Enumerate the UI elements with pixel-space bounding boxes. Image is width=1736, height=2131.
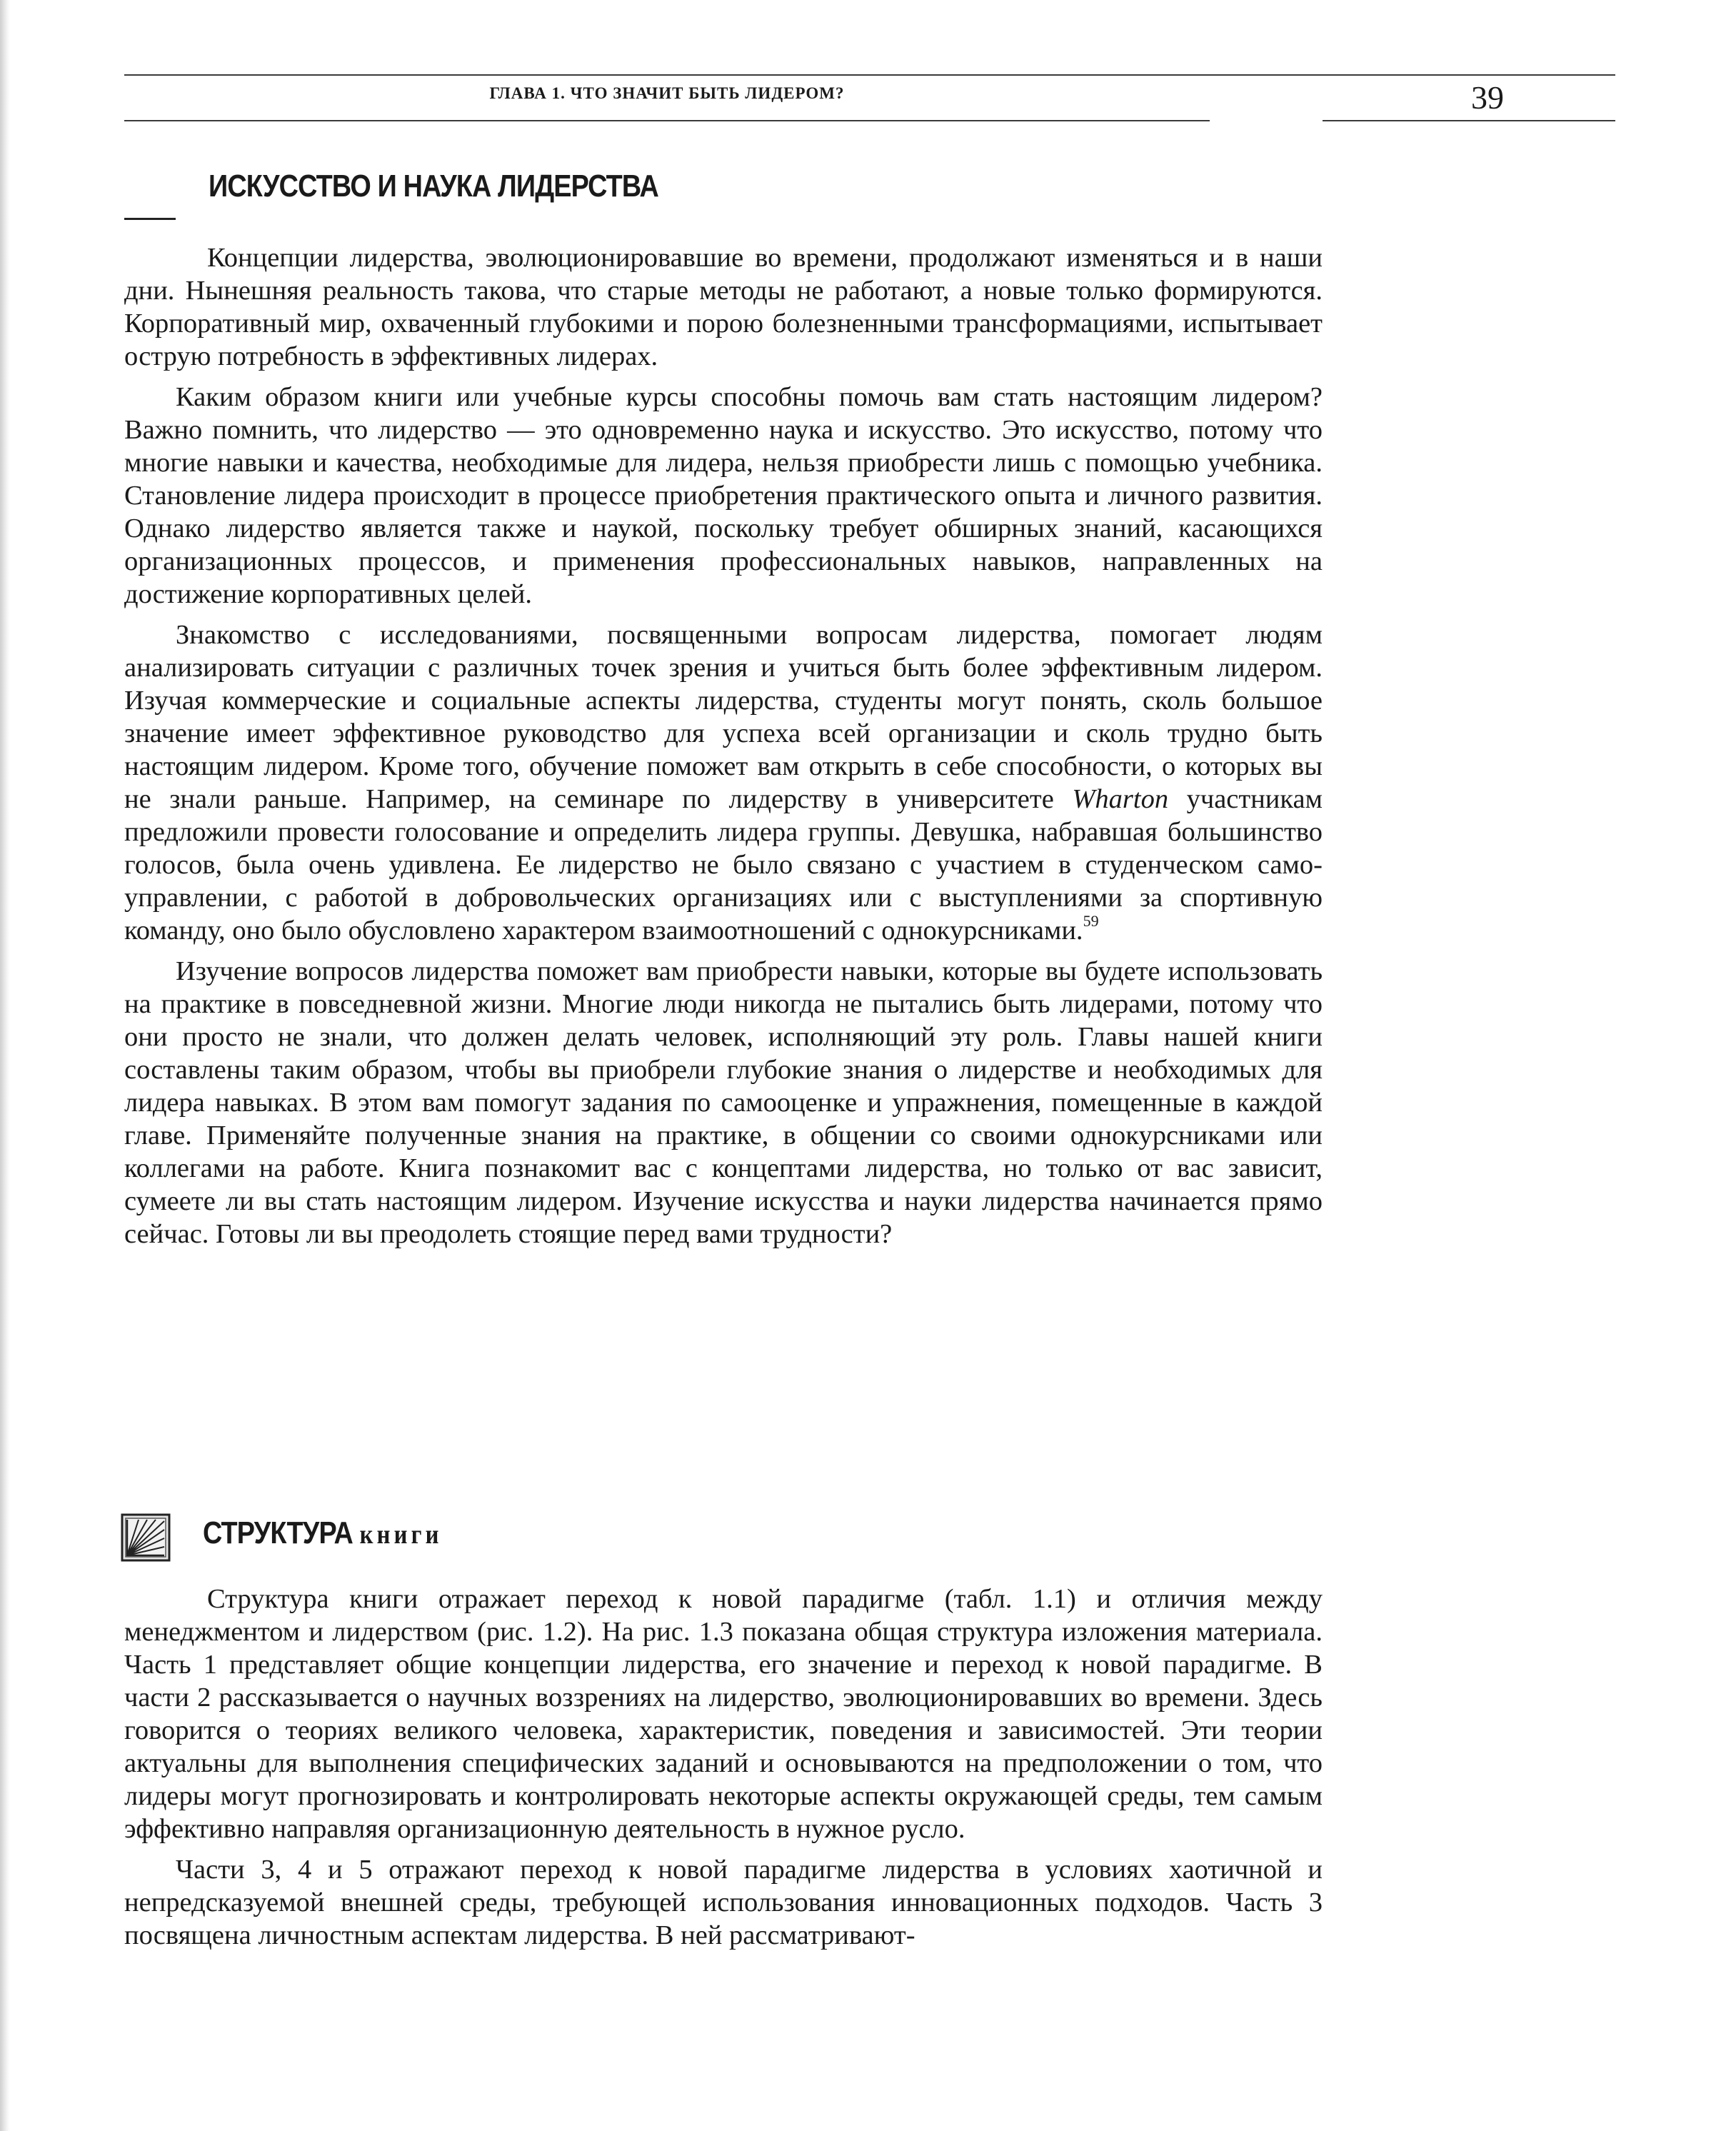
paragraph: Концепции лидерства, эволюционировавшие во времени, продолжают изменяться и в наши дни. Нынешняя реальность такова, что старые методы не работают, а новые только формируются. Корпоративный мир, охваченный глубокими и порою болезненными трансформациями, испытывает острую потребность в эффективных лидерах.: [124, 243, 1323, 371]
header-bottom-rule-right: [1323, 120, 1615, 121]
paragraph: Каким образом книги или учебные курсы способны помочь вам стать настоящим лидером? Важно помнить, что лидерство — это одновременно наука и искусство. Это искусство, потому что многие навыки и качества, необходимые для лидера, нельзя приобрести лишь с помощью учебника. Становление лидера происходит в процессе приобретения практического опыта и личного развития. Однако лидерство является также и наукой, поскольку требует обширных знаний, касающихся организационных процессов, и применения профессиональных навыков, направленных на достижение корпоративных целей.: [124, 382, 1323, 609]
book-structure-icon: [120, 1513, 171, 1563]
heading-main: СТРУКТУРА: [203, 1515, 353, 1550]
paragraph: Части 3, 4 и 5 отражают переход к новой парадигме лидерства в условиях хаотичной и непредсказуемой внешней среды, требующей использования инновационных подходов. Часть 3 посвящена личностным аспектам лидерства. В ней рассматривают-: [124, 1855, 1323, 1950]
header-bottom-rule-left: [124, 120, 1210, 121]
paragraph-text: Знакомство с исследованиями, посвященными вопросам лидерства, помогает людям анализировать ситуации с различных точек зрения и учиться быть более эффективным лидером. Изучая коммерческие и социальные аспекты лидерства, студенты могут понять, сколь большое значение имеет эффективное руководство для успеха всей организации и сколь трудно быть настоящим лидером. Кроме того, обучение поможет вам открыть в себе способности, о которых вы не знали раньше. Например, на семинаре по лидерству в университете: [124, 620, 1323, 814]
section2-body: [124, 1583, 1323, 1960]
paragraph-wharton: [124, 618, 1323, 947]
running-header: ГЛАВА 1. ЧТО ЗНАЧИТ БЫТЬ ЛИДЕРОМ?: [489, 84, 845, 102]
scan-edge-shadow: [0, 0, 10, 2131]
page-number: 39: [1471, 79, 1504, 116]
heading-dash: [124, 218, 176, 220]
university-name: Wharton: [1072, 784, 1169, 814]
section-heading-art-and-science: ИСКУССТВО И НАУКА ЛИДЕРСТВА: [209, 169, 658, 204]
footnote-marker[interactable]: 59: [1083, 912, 1099, 931]
paragraph: Изучение вопросов лидерства поможет вам приобрести навыки, которые вы будете использовать на практике в повседневной жизни. Многие люди никогда не пытались быть лидерами, потому что они просто не знали, что должен делать человек, исполняющий эту роль. Главы нашей книги составлены таким образом, чтобы вы приобрели глубокие знания о лидерстве и необходимых для лидера навыках. В этом вам помогут задания по самооценке и упражнения, помещенные в каждой главе. Применяйте полученные знания на практике, в общении со своими однокурсниками или коллегами на работе. Книга познакомит вас с концептами лидерства, но только от вас зависит, сумеете ли вы стать настоящим лидером. Изучение искусства и науки лидерства начинается прямо сейчас. Готовы ли вы преодолеть стоящие перед вами трудности?: [124, 956, 1323, 1249]
paragraph: Структура книги отражает переход к новой парадигме (табл. 1.1) и отличия между менеджментом и лидерством (рис. 1.2). На рис. 1.3 показана общая структура изложения материала. Часть 1 представляет общие концепции лидерства, его значение и переход к новой парадигме. В части 2 рассказывается о научных воззрениях на лидерство, эволюционировавших во времени. Здесь говорится о теориях великого человека, характеристик, поведения и зависимостей. Эти теории актуальны для выполнения специфических заданий и основываются на предположении о том, что лидеры могут прогнозировать и контролировать некоторые аспекты окружающей среды, тем самым эффективно направляя организационную деятельность в нужное русло.: [124, 1584, 1323, 1844]
paragraph-text: участникам предложили провести голосование и определить лидера группы. Девушка, набравшая большинство голосов, была очень удивлена. Ее лидерство не было связано с участием в студенческом самоуправлении, с работой в добровольческих организациях или с выступлениями за спортивную команду, оно было обусловлено характером взаимоотношений с однокурсниками.: [124, 784, 1323, 946]
heading-sub: книги: [359, 1520, 443, 1550]
section-heading-book-structure: [203, 1515, 443, 1551]
section1-body: [124, 241, 1323, 1258]
header-top-rule: [124, 74, 1615, 76]
